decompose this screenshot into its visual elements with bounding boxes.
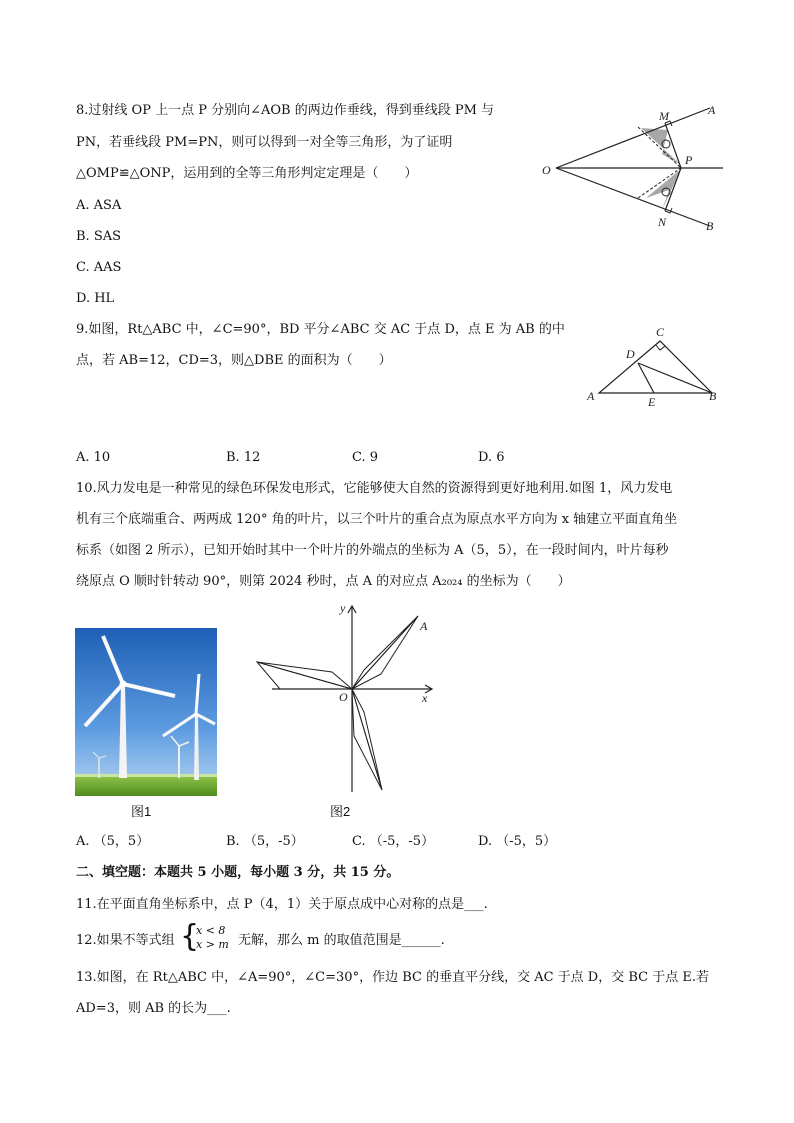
q9-text-line2: 点，若 AB=12，CD=3，则△DBE 的面积为（ ） (76, 353, 392, 368)
q9-option-a: A. 10 (76, 450, 111, 465)
q10-option-a: A. （5，5） (76, 834, 150, 849)
q8-option-d: D. HL (76, 291, 115, 306)
q10-text-line4: 绕原点 O 顺时针转动 90°，则第 2024 秒时，点 A 的对应点 A₂₀₂₄ 的坐标为（ ） (76, 574, 571, 589)
fig2-caption: 图2 (330, 804, 351, 819)
blade-lower-inner (352, 689, 382, 790)
q8-label-n: N (658, 215, 667, 229)
q10-option-d: D. （-5，5） (478, 834, 557, 849)
q8-option-c: C. AAS (76, 260, 122, 275)
q8-text-line2: PN，若垂线段 PM=PN，则可以得到一对全等三角形，为了证明 (76, 135, 453, 150)
q8-segment-pm (665, 123, 681, 168)
blade-left-inner (257, 662, 352, 689)
q9-segment-bd (638, 363, 712, 393)
q12-brace: { (180, 919, 200, 954)
q9-label-e: E (648, 395, 656, 408)
q10-text-line3: 标系（如图 2 所示），已知开始时其中一个叶片的外端点的坐标为 A（5，5），在一段时间内，叶片每秒 (76, 543, 669, 558)
q8-label-o: O (542, 163, 551, 177)
q9-label-b: B (709, 389, 717, 403)
q9-option-d: D. 6 (478, 450, 505, 465)
fig1-caption: 图1 (131, 804, 152, 819)
fig2-label-o: O (339, 690, 348, 704)
q10-option-b: B. （5，-5） (226, 834, 304, 849)
q8-option-a: A. ASA (76, 198, 122, 213)
q8-ray-ob (556, 168, 710, 226)
fig2-label-a: A (420, 619, 428, 633)
q9-figure (584, 322, 724, 408)
blade-upper-right-inner (352, 616, 418, 689)
q8-text-line3: △OMP≌△ONP，运用到的全等三角形判定定理是（ ） (76, 166, 418, 181)
q12-inequality-2: x > m (196, 938, 229, 951)
q8-label-p: P (685, 153, 693, 167)
q8-label-b: B (706, 219, 714, 233)
q8-label-m: M (659, 109, 669, 123)
q9-label-a: A (587, 389, 595, 403)
fig2-label-x: x (422, 691, 428, 705)
q10-text-line2: 机有三个底端重合、两两成 120° 角的叶片，以三个叶片的重合点为原点水平方向为 x 轴建立平面直角坐 (76, 512, 678, 527)
q9-right-angle-c (656, 345, 665, 350)
q13-text-line1: 13.如图，在 Rt△ABC 中，∠A=90°，∠C=30°，作边 BC 的垂直平分线，交 AC 于点 D，交 BC 于点 E.若 (76, 970, 709, 985)
q9-label-c: C (656, 325, 665, 339)
q12-inequality-1: x < 8 (196, 924, 226, 937)
q10-figure2 (252, 600, 442, 800)
q10-text-line1: 10.风力发电是一种常见的绿色环保发电形式，它能够使大自然的资源得到更好地利用.如图 1，风力发电 (76, 481, 673, 496)
q12-suffix: 无解，那么 m 的取值范围是______. (238, 933, 445, 948)
q9-segment-de (638, 363, 654, 393)
wind-turbine-photo (75, 628, 217, 796)
q12-prefix: 12.如果不等式组 (76, 933, 175, 948)
q9-label-d: D (626, 347, 635, 361)
q11-text: 11.在平面直角坐标系中，点 P（4，1）关于原点成中心对称的点是___. (76, 897, 488, 912)
q9-option-c: C. 9 (352, 450, 379, 465)
fig2-label-y: y (340, 601, 346, 615)
q10-option-c: C. （-5，-5） (352, 834, 435, 849)
q8-shade-upper (641, 128, 681, 165)
q8-label-a: A (708, 103, 716, 117)
q13-text-line2: AD=3，则 AB 的长为___. (76, 1001, 231, 1016)
q8-figure (538, 98, 738, 238)
q8-option-b: B. SAS (76, 229, 122, 244)
q8-dashed-lower (638, 168, 681, 198)
q9-text-line1: 9.如图，Rt△ABC 中，∠C=90°，BD 平分∠ABC 交 AC 于点 D，点 E 为 AB 的中 (76, 322, 565, 337)
q9-triangle-abc (599, 341, 712, 393)
q8-text-line1: 8.过射线 OP 上一点 P 分别向∠AOB 的两边作垂线，得到垂线段 PM 与 (76, 103, 495, 118)
section-heading-fill-in: 二、填空题：本题共 5 小题，每小题 3 分，共 15 分。 (76, 865, 400, 880)
q9-option-b: B. 12 (226, 450, 261, 465)
